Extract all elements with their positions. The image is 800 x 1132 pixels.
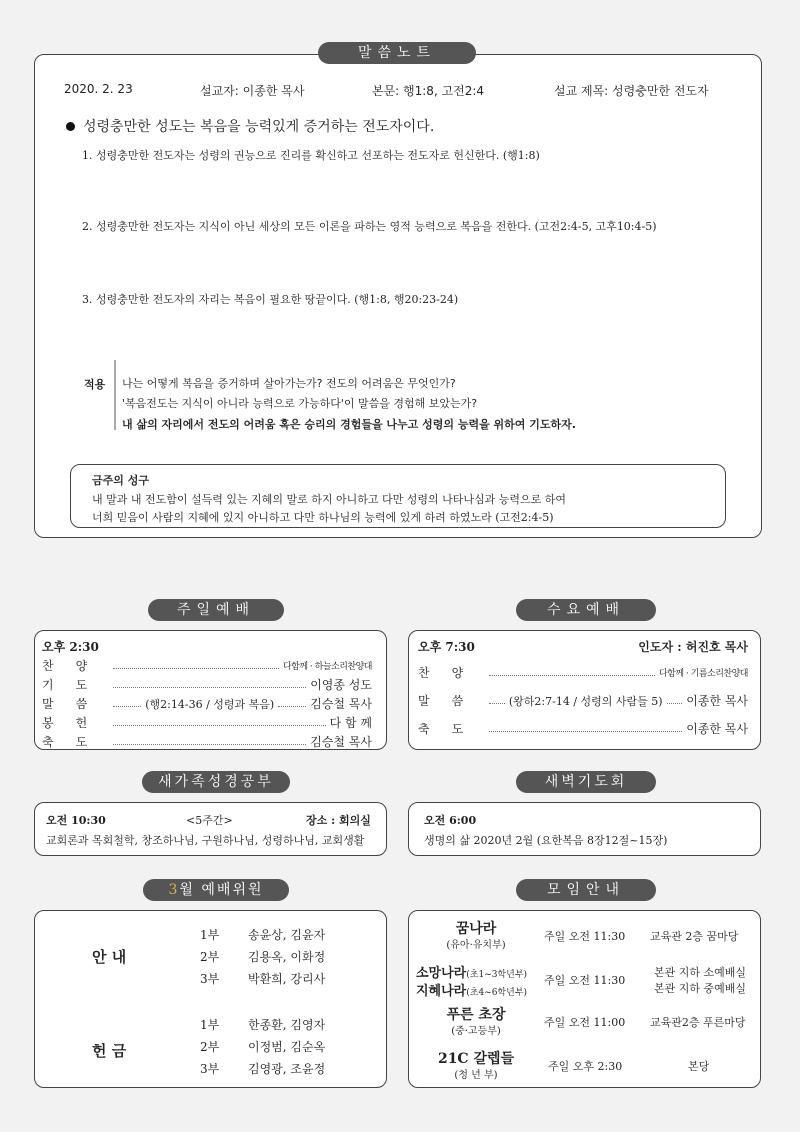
meeting-1-sub: (유아·유치부): [446, 940, 506, 951]
usher-names: 박환희, 강리사: [248, 972, 326, 986]
apply-line-3: 내 삶의 자리에서 전도의 어려움 혹은 승리의 경험들을 나누고 성령의 능력을 위하여 기도하자.: [122, 418, 576, 431]
wednesday-order-person: 이종한 목사: [686, 694, 749, 708]
meeting-4-place: 본당: [688, 1060, 710, 1073]
wednesday-order-row: [418, 692, 748, 709]
dot-leader: [113, 706, 141, 707]
offering-names: 김영광, 조윤정: [248, 1062, 326, 1076]
usher-names: 김용옥, 이화정: [248, 950, 326, 964]
dot-leader: [113, 725, 325, 726]
sunday-order-label: 말씀: [42, 697, 110, 711]
meeting-3-sub: (중·고등부): [451, 1026, 501, 1037]
sunday-order-row: [42, 657, 372, 674]
wednesday-order-label: 말씀: [418, 694, 486, 708]
wednesday-order-person: 다함께 · 기름소리찬양대: [658, 669, 748, 679]
meeting-2-name-b: 지혜나라: [416, 984, 467, 999]
sunday-order-row: [42, 714, 372, 731]
sunday-order-label: 봉헌: [42, 716, 110, 730]
dot-leader: [113, 744, 306, 745]
meeting-2-sub-b: (초4~6학년부): [466, 988, 528, 998]
dot-leader: [489, 703, 505, 704]
wednesday-order-row: [418, 664, 748, 681]
meeting-3-name: 푸른 초장: [446, 1007, 506, 1023]
meeting-2-sub-a: (초1~3학년부): [466, 970, 528, 980]
committee-month: 3: [168, 882, 180, 898]
sermon-point-2: 2. 성령충만한 전도자는 지식이 아닌 세상의 모든 이론을 파하는 영적 능력으로 복음을 전한다. (고전2:4-5, 고후10:4-5): [82, 220, 657, 233]
offering-names: 이정범, 김순옥: [248, 1040, 326, 1054]
sunday-order-person: 이영종 성도: [310, 678, 372, 692]
sermon-scripture: 본문: 행1:8, 고전2:4: [372, 84, 485, 98]
sermon-title: 설교 제목: 성령충만한 전도자: [554, 84, 709, 98]
offering-part: 1부: [200, 1018, 220, 1032]
dawn-desc: 생명의 삶 2020년 2월 (요한복음 8장12절~15장): [424, 834, 668, 847]
meeting-2-name: [416, 962, 527, 981]
offering-names: 한종환, 김영자: [248, 1018, 326, 1032]
dot-leader: [113, 687, 306, 688]
offering-part: 2부: [200, 1040, 220, 1054]
sunday-order-row: [42, 695, 372, 712]
family-study-weeks: <5주간>: [186, 814, 233, 827]
usher-part: 1부: [200, 928, 220, 942]
wednesday-order-scripture: (왕하2:7-14 / 성령의 사람들 5): [508, 694, 663, 708]
family-study-topics: 교회론과 목회철학, 창조하나님, 구원하나님, 성령하나님, 교회생활: [46, 834, 365, 847]
wednesday-order-label: 찬양: [418, 666, 486, 680]
sermon-date: 2020. 2. 23: [64, 82, 133, 96]
sermon-point-3: 3. 성령충만한 전도자의 자리는 복음이 필요한 땅끝이다. (행1:8, 행20:23-24): [82, 293, 459, 306]
sermon-preacher: 설교자: 이종한 목사: [200, 84, 305, 98]
sunday-order-person: 김승철 목사: [310, 735, 372, 749]
meeting-3-time: 주일 오전 11:00: [544, 1016, 626, 1029]
dot-leader: [113, 668, 279, 669]
offering-part: 3부: [200, 1062, 220, 1076]
meeting-2-place: 본관 지하 소예배실: [654, 966, 747, 979]
wednesday-order-label: 축도: [418, 722, 486, 736]
meeting-1-place: 교육관 2층 꿈마당: [650, 930, 739, 943]
wednesday-worship-header: 수요예배: [516, 599, 656, 621]
usher-part: 3부: [200, 972, 220, 986]
weekly-verse-line-2: 너희 믿음이 사람의 지혜에 있지 아니하고 다만 하나님의 능력에 있게 하려 하였노라 (고전2:4-5): [92, 511, 554, 524]
sermon-note-header: 말씀노트: [318, 42, 476, 64]
usher-part: 2부: [200, 950, 220, 964]
wednesday-time: 오후 7:30: [418, 640, 475, 654]
usher-names: 송윤상, 김윤자: [248, 928, 326, 942]
dot-leader: [489, 731, 682, 732]
meeting-1-name: 꿈나라: [455, 921, 497, 937]
family-study-time: 오전 10:30: [46, 814, 106, 827]
sermon-point-1: 1. 성령충만한 전도자는 성령의 권능으로 진리를 확신하고 선포하는 전도자로 헌신한다. (행1:8): [82, 149, 540, 162]
weekly-verse-title: 금주의 성구: [92, 474, 149, 487]
sunday-order-label: 축도: [42, 735, 110, 749]
sunday-worship-header: 주일예배: [148, 599, 284, 621]
weekly-verse-line-1: 내 말과 내 전도함이 설득력 있는 지혜의 말로 하지 아니하고 다만 성령의 나타나심과 능력으로 하여: [92, 493, 566, 506]
usher-label: 안 내: [92, 948, 127, 966]
family-study-place: 장소 : 회의실: [306, 814, 371, 827]
meeting-4-name: 21C 갈렙들: [437, 1051, 515, 1067]
wednesday-order-person: 이종한 목사: [686, 722, 748, 736]
sunday-order-row: [42, 733, 372, 750]
apply-line-2: '복음전도는 지식이 아니라 능력으로 가능하다'이 말씀을 경험해 보았는가?: [122, 397, 478, 410]
dawn-prayer-header: 새벽기도회: [516, 771, 656, 793]
dot-leader: [278, 706, 306, 707]
bullet-icon: [66, 122, 75, 131]
meetings-header: 모임안내: [516, 879, 656, 901]
sunday-order-label: 기도: [42, 678, 110, 692]
meeting-1-time: 주일 오전 11:30: [544, 930, 626, 943]
sunday-order-person: 김승철 목사: [310, 697, 373, 711]
meeting-2-name-2: [416, 980, 527, 999]
family-study-header: 새가족성경공부: [142, 771, 290, 793]
meeting-2-place-2: 본관 지하 중예배실: [654, 982, 747, 995]
apply-label: 적용: [84, 378, 106, 391]
sunday-order-label: 찬양: [42, 659, 110, 673]
meeting-4-sub: (청 년 부): [454, 1070, 498, 1081]
dot-leader: [489, 675, 655, 676]
sermon-thesis: [66, 116, 434, 136]
meeting-3-place: 교육관2층 푸른마당: [650, 1016, 746, 1029]
meeting-4-time: 주일 오후 2:30: [548, 1060, 623, 1073]
apply-divider: [114, 360, 116, 430]
sunday-order-scripture: (행2:14-36 / 성령과 복음): [145, 697, 275, 711]
sunday-order-row: [42, 676, 372, 693]
meeting-2-time: 주일 오전 11:30: [544, 974, 626, 987]
sunday-time: 오후 2:30: [42, 640, 99, 654]
apply-line-1: 나는 어떻게 복음을 증거하며 살아가는가? 전도의 어려움은 무엇인가?: [122, 377, 456, 390]
dot-leader: [667, 703, 683, 704]
committee-header-text: 월 예배위원: [179, 882, 264, 898]
committee-header: [143, 879, 289, 901]
sunday-order-person: 다 함 께: [329, 716, 372, 730]
offering-label: 헌 금: [92, 1042, 127, 1060]
meeting-2-name-a: 소망나라: [416, 966, 467, 981]
sunday-order-person: 다함께 · 하늘소리찬양대: [282, 662, 372, 672]
wednesday-order-row: [418, 720, 748, 737]
thesis-text: 성령충만한 성도는 복음을 능력있게 증거하는 전도자이다.: [83, 119, 435, 135]
wednesday-leader: 인도자 : 허진호 목사: [638, 640, 748, 654]
dawn-time: 오전 6:00: [424, 814, 477, 827]
